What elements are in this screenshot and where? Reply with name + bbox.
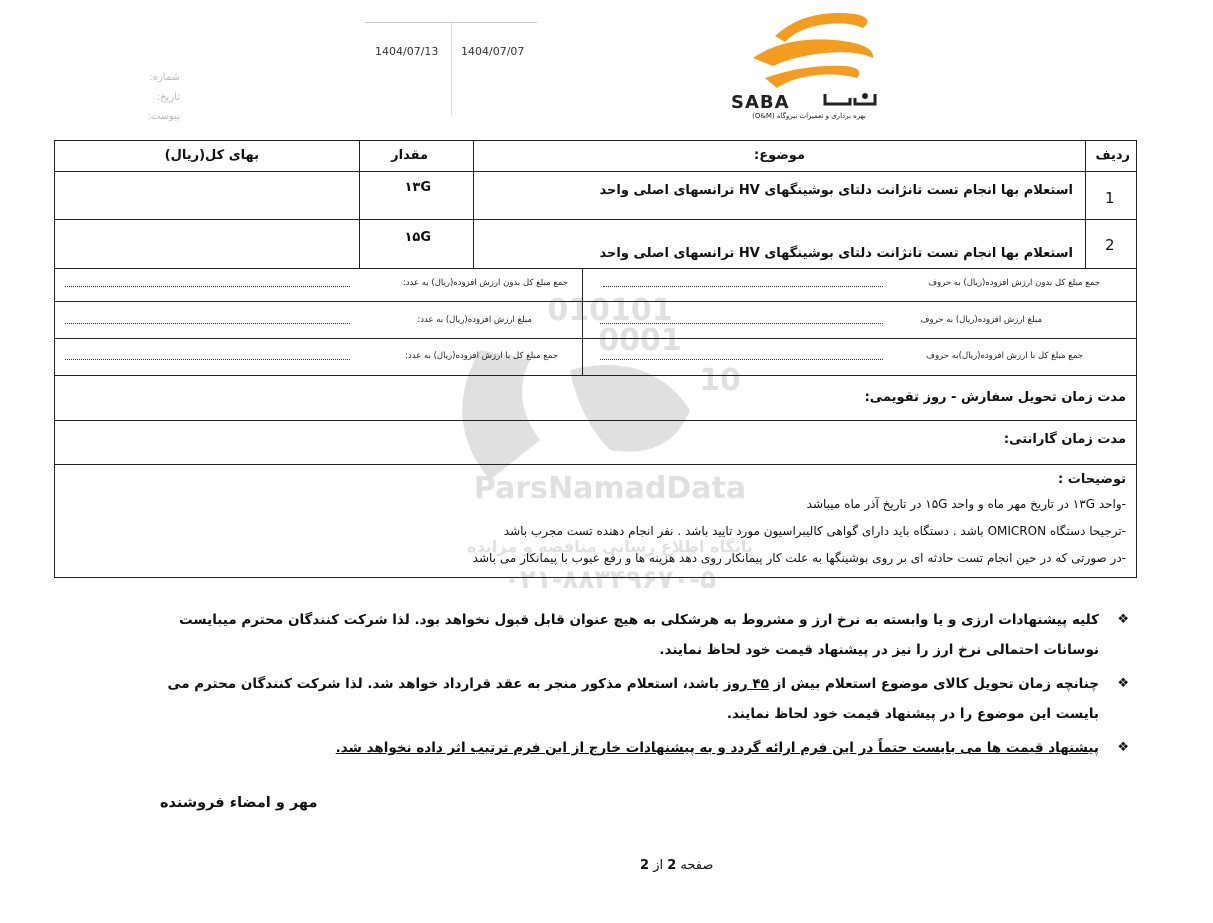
delivery-threshold: ۴۵ روز [723, 676, 769, 692]
summary-digits-label: جمع مبلغ کل با ارزش افزوده(ریال) به عدد: [405, 351, 558, 361]
saba-logo [725, 6, 895, 124]
summary-row [55, 269, 1136, 302]
date-primary: 1404/07/07 [461, 45, 525, 58]
subject-cell [474, 220, 1086, 269]
quantity-cell [360, 220, 474, 269]
watermark-phone: ۰۲۱-۸۸۳۴۹۶۷۰-۵ [503, 565, 717, 595]
warranty-row [55, 421, 1136, 465]
list-item: ❖ کلیه پیشنهادات ارزی و یا وابسته به نرخ ارز و مشروط به هرشکلی به هیچ عنوان قابل قبول نخواهد بود. لذا شرکت کنندگان محترم میبایست نوسانات احتمالی نرخ ارز را نیز در پیشنهاد قیمت خود لحاظ نمایند. [160, 605, 1135, 665]
row-no-cell [1086, 172, 1136, 220]
summary-row [55, 302, 1136, 339]
svg-text:010101: 010101 [547, 293, 673, 328]
diamond-bullet-icon: ❖ [1117, 676, 1129, 691]
delivery-row [55, 376, 1136, 421]
summary-digits-label: جمع مبلغ کل بدون ارزش افزوده(ریال) به عدد: [402, 278, 568, 288]
summary-words-label: مبلغ ارزش افزوده(ریال) به حروف [920, 315, 1042, 325]
note-line: -در صورتی که در حین انجام تست حادثه ای بر روی بوشینگها به علت کار پیمانکار روی دهد هزینه ها و رفع عیوب با پیمانکار می باشد [472, 551, 1126, 565]
col-total-price [55, 141, 360, 172]
row-subject: استعلام بها انجام تست تانژانت دلتای بوشینگهای HV ترانسهای اصلی واحد [599, 246, 1073, 261]
summary-row [55, 339, 1136, 376]
page-indicator: صفحه 2 از 2 [640, 858, 714, 873]
col-quantity [360, 141, 474, 172]
number-label: شماره: [149, 72, 180, 83]
watermark-brand: ParsNamadData [473, 471, 747, 506]
total-price-cell [55, 172, 360, 220]
row-number: 1 [1105, 189, 1115, 207]
fill-line [600, 358, 883, 360]
logo-subtitle: بهره برداری و تعمیرات نیروگاه (O&M) [752, 112, 866, 120]
summary-digits-label: مبلغ ارزش افزوده(ریال) به عدد: [417, 315, 532, 325]
header-dates [365, 22, 537, 115]
summary-words-label: جمع مبلغ کل بدون ارزش افزوده(ریال) به حروف [928, 278, 1100, 288]
header-quantity: مقدار [391, 148, 428, 163]
fill-line [65, 322, 350, 324]
header-subject: موضوع: [754, 148, 805, 163]
svg-text:0001: 0001 [598, 323, 682, 358]
attachment-label: پیوست: [147, 111, 180, 122]
header-total-price: بهای کل(ریال) [164, 148, 259, 163]
row-subject: استعلام بها انجام تست تانژانت دلتای بوشینگهای HV ترانسهای اصلی واحد [599, 183, 1073, 198]
delivery-label: مدت زمان تحویل سفارش - روز تقویمی: [864, 390, 1126, 405]
date-secondary: 1404/07/13 [375, 45, 439, 58]
total-price-cell [55, 220, 360, 269]
watermark-tagline: پایگاه اطلاع رسانی مناقصه و مزایده [467, 537, 753, 556]
svg-text:10: 10 [699, 363, 741, 398]
note-line: -ترجیحا دستگاه OMICRON باشد . دستگاه باید دارای گواهی کالیبراسیون مورد تایید باشد . نفر انجام دهنده تست مجرب باشد [503, 524, 1126, 538]
header-row-no: ردیف [1095, 148, 1130, 163]
logo-wordmark: SABA [731, 92, 790, 113]
warranty-label: مدت زمان گارانتی: [1003, 432, 1126, 447]
summary-words-label: جمع مبلغ کل با ارزش افزوده(ریال)به حروف [926, 351, 1083, 361]
row-quantity: ۱۵G [404, 230, 431, 245]
notes-section [55, 465, 1136, 577]
divider [451, 23, 452, 115]
row-number: 2 [1105, 236, 1115, 254]
row-no-cell [1086, 220, 1136, 269]
list-item: ❖ پیشنهاد قیمت ها می بایست حتماً در این فرم ارائه گردد و به پیشنهادات خارج از این فرم ترتیب اثر داده نخواهد شد. [160, 733, 1135, 763]
note-line: -واحد ۱۳G در تاریخ مهر ماه و واحد ۱۵G در تاریخ آذر ماه میباشد [806, 497, 1126, 511]
notes-title: توضیحات : [1058, 472, 1126, 487]
quantity-cell [360, 172, 474, 220]
digits-half [55, 339, 583, 375]
col-subject [474, 141, 1086, 172]
date-label: تاریخ: [156, 92, 180, 103]
fill-line [65, 358, 350, 360]
diamond-bullet-icon: ❖ [1117, 612, 1129, 627]
digits-half [55, 269, 583, 301]
subject-cell [474, 172, 1086, 220]
conditions-list [160, 605, 1135, 763]
digits-half [55, 302, 583, 338]
fill-line [600, 322, 883, 324]
price-inquiry-table [54, 140, 1137, 578]
row-quantity: ۱۳G [404, 180, 431, 195]
seller-signature-label: مهر و امضاء فروشنده [160, 795, 318, 811]
fill-line [603, 285, 883, 287]
diamond-bullet-icon: ❖ [1117, 740, 1129, 755]
col-row-no [1086, 141, 1136, 172]
fill-line [65, 285, 350, 287]
list-item: ❖ چنانچه زمان تحویل کالای موضوع استعلام بیش از ۴۵ روز باشد، استعلام مذکور منجر به عقد قرارداد خواهد شد. لذا شرکت کنندگان محترم می بایست این موضوع را در پیشنهاد قیمت خود لحاظ نمایند. [160, 669, 1135, 729]
